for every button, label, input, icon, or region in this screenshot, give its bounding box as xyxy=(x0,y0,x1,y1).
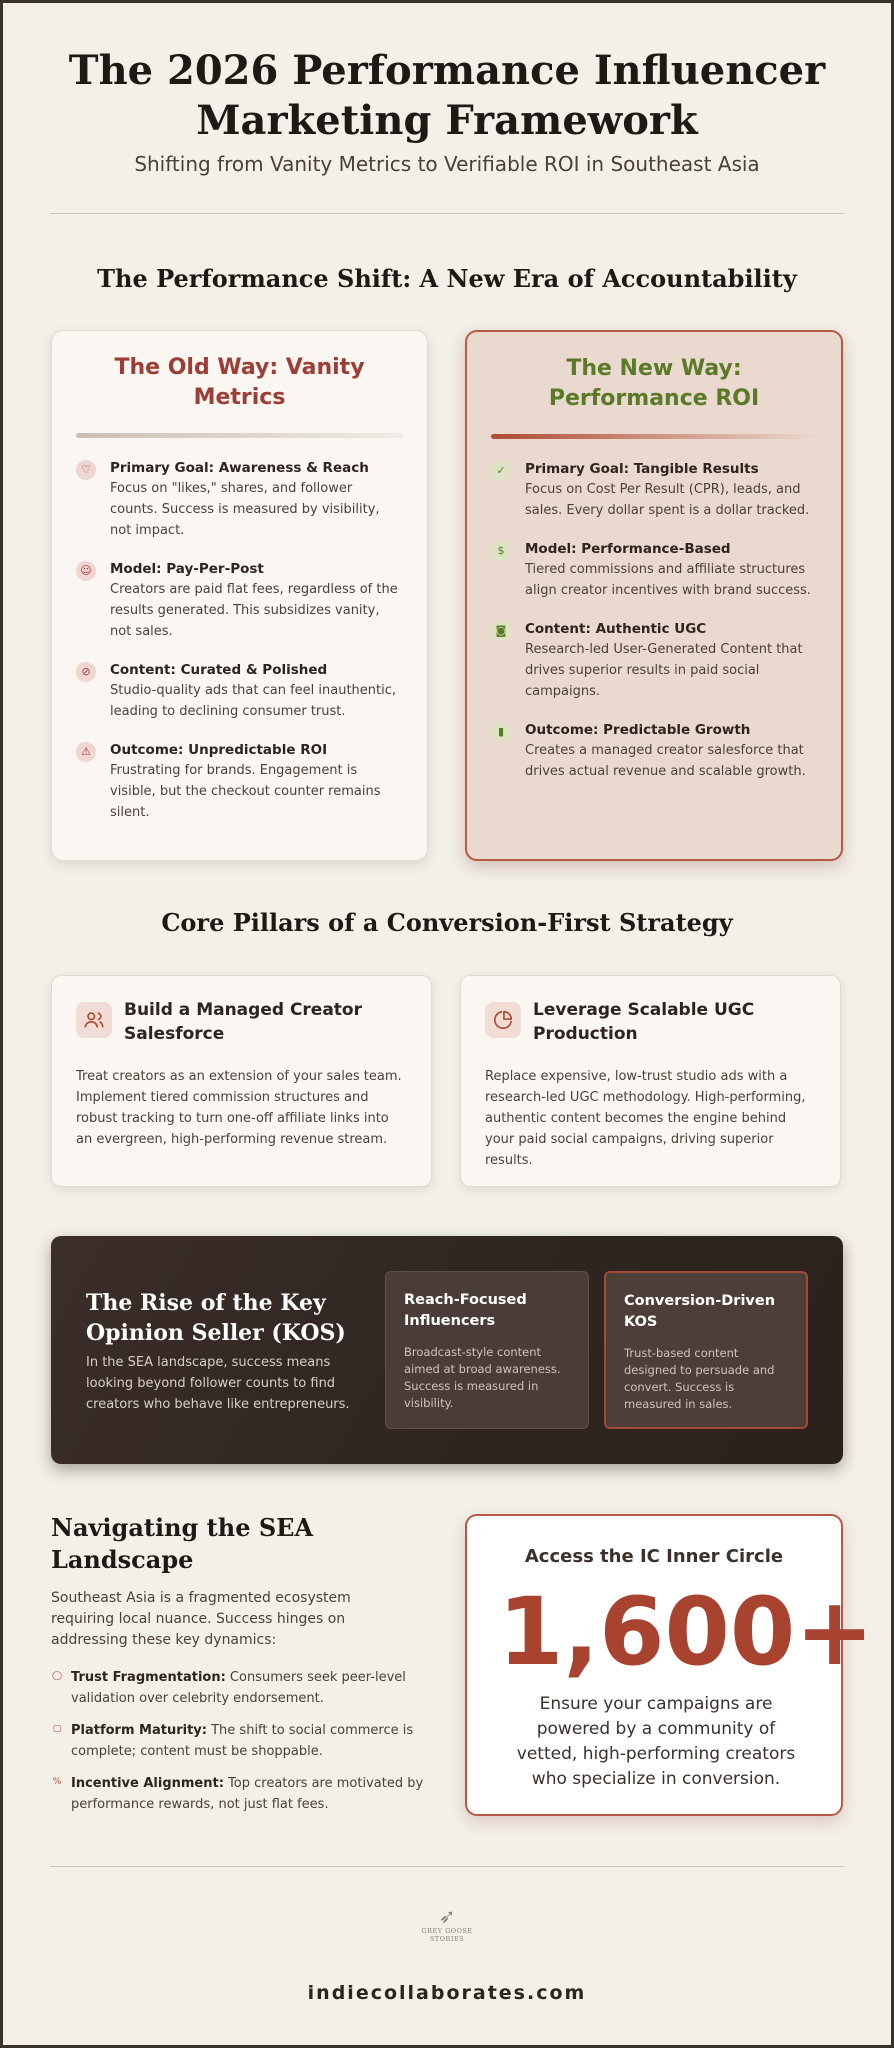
box-text: Broadcast-style content aimed at broad awareness. Success is measured in visibility. xyxy=(404,1345,561,1410)
pillar-title: Build a Managed Creator Salesforce xyxy=(124,1000,362,1044)
conversion-driven-box xyxy=(604,1271,808,1429)
pillar-title: Leverage Scalable UGC Production xyxy=(533,1000,755,1044)
item-heading: Content: Curated & Polished xyxy=(110,662,328,678)
item-text: Top creators are motivated by performance rewards, not just flat fees. xyxy=(71,1776,424,1812)
new-item xyxy=(491,720,817,782)
pillar-card-salesforce xyxy=(51,975,432,1187)
inner-circle-text: Ensure your campaigns are powered by a community of vetted, high-performing creators who specialize in conversion. xyxy=(516,1694,796,1789)
divider xyxy=(50,213,844,214)
pillar-text: Treat creators as an extension of your sales team. Implement tiered commission structures and robust tracking to turn one-off affiliate links into an evergreen, high-performing revenue stream. xyxy=(76,1069,402,1147)
goose-icon: ➶ xyxy=(438,1904,456,1928)
inner-circle-card xyxy=(465,1514,875,1816)
item-text: Studio-quality ads that can feel inauthentic, leading to declining consumer trust. xyxy=(110,683,397,719)
kos-panel xyxy=(51,1236,843,1464)
old-way-title: The Old Way: Vanity Metrics xyxy=(114,355,365,410)
new-item xyxy=(491,619,817,702)
item-heading: Outcome: Predictable Growth xyxy=(525,722,751,738)
page-title: The 2026 Performance Influencer Marketing Framework xyxy=(68,47,826,144)
item-heading: Outcome: Unpredictable ROI xyxy=(110,742,328,758)
instagram-icon: ◙ xyxy=(491,621,511,641)
item-text: Research-led User-Generated Content that drives superior results in paid social campaigns. xyxy=(525,642,803,699)
bar-chart-icon: ▮ xyxy=(491,722,511,742)
landscape-item xyxy=(51,1720,431,1762)
shopping-bag-icon: ▢ xyxy=(52,1724,62,1734)
inner-circle-title: Access the IC Inner Circle xyxy=(524,1546,784,1567)
item-label: Incentive Alignment: xyxy=(71,1776,224,1791)
item-text: Focus on "likes," shares, and follower counts. Success is measured by visibility, not impact. xyxy=(110,481,380,538)
old-item xyxy=(76,740,403,823)
pillar-card-ugc xyxy=(460,975,841,1187)
users-icon xyxy=(76,1002,112,1038)
old-item xyxy=(76,559,403,642)
creator-count: 1,600+ xyxy=(497,1578,875,1687)
pie-chart-icon xyxy=(485,1002,521,1038)
kos-text: In the SEA landscape, success means looking beyond follower counts to find creators who behave like entrepreneurs. xyxy=(86,1355,350,1412)
logo-text: GREY GOOSE xyxy=(421,1927,473,1935)
dollar-icon: $ xyxy=(491,541,511,561)
divider xyxy=(50,1866,844,1867)
item-heading: Primary Goal: Tangible Results xyxy=(525,461,759,477)
landscape-text: Southeast Asia is a fragmented ecosystem requiring local nuance. Success hinges on addressing these key dynamics: xyxy=(51,1590,351,1648)
footer-domain-link[interactable]: indiecollaborates.com xyxy=(307,1982,587,2004)
logo-subtext: STORIES xyxy=(429,1935,465,1943)
item-heading: Primary Goal: Awareness & Reach xyxy=(110,460,369,476)
new-way-title: The New Way: Performance ROI xyxy=(548,356,760,411)
landscape-item xyxy=(51,1667,431,1709)
percent-icon: % xyxy=(52,1777,62,1787)
item-text: Focus on Cost Per Result (CPR), leads, and sales. Every dollar spent is a dollar tracked. xyxy=(525,482,810,518)
item-text: Creates a managed creator salesforce that drives actual revenue and scalable growth. xyxy=(525,743,806,779)
box-title: Reach-Focused Influencers xyxy=(404,1292,527,1329)
new-item xyxy=(491,459,817,521)
heart-icon: ♡ xyxy=(76,460,96,480)
old-way-bar xyxy=(76,433,403,438)
page-subtitle: Shifting from Vanity Metrics to Verifiable ROI in Southeast Asia xyxy=(134,152,760,176)
box-text: Trust-based content designed to persuade and convert. Success is measured in sales. xyxy=(624,1346,775,1411)
new-way-bar xyxy=(491,434,817,439)
grey-goose-logo xyxy=(417,1905,477,1955)
box-title: Conversion-Driven KOS xyxy=(624,1293,776,1330)
item-label: Platform Maturity: xyxy=(71,1723,207,1738)
item-label: Trust Fragmentation: xyxy=(71,1670,226,1685)
pillar-text: Replace expensive, low-trust studio ads with a research-led UGC methodology. High-performing, authentic content becomes the engine behind your paid social campaigns, driving superior results. xyxy=(485,1069,806,1168)
section-heading-pillars: Core Pillars of a Conversion-First Strategy xyxy=(161,908,733,937)
camera-off-icon: ⊘ xyxy=(76,662,96,682)
old-item xyxy=(76,660,403,722)
item-text: The shift to social commerce is complete; content must be shoppable. xyxy=(71,1723,414,1759)
item-heading: Model: Pay-Per-Post xyxy=(110,561,264,577)
warning-icon: ⚠ xyxy=(76,742,96,762)
item-text: Consumers seek peer-level validation over celebrity endorsement. xyxy=(71,1670,406,1706)
kos-heading: The Rise of the Key Opinion Seller (KOS) xyxy=(86,1290,346,1346)
smiley-icon: ☺ xyxy=(76,561,96,581)
shield-icon: ◯ xyxy=(51,1671,63,1681)
check-circle-icon: ✓ xyxy=(491,461,511,481)
item-text: Tiered commissions and affiliate structures align creator incentives with brand success. xyxy=(525,562,811,598)
new-way-card xyxy=(465,330,843,861)
section-heading-shift: The Performance Shift: A New Era of Accountability xyxy=(97,264,797,293)
old-way-card xyxy=(51,330,428,861)
item-heading: Model: Performance-Based xyxy=(525,541,731,557)
landscape-heading: Navigating the SEA Landscape xyxy=(51,1513,314,1574)
item-heading: Content: Authentic UGC xyxy=(525,621,707,637)
reach-focused-box xyxy=(385,1271,589,1429)
item-text: Frustrating for brands. Engagement is visible, but the checkout counter remains silent. xyxy=(110,763,381,820)
new-item xyxy=(491,539,817,601)
item-text: Creators are paid flat fees, regardless of the results generated. This subsidizes vanity, not sales. xyxy=(110,582,398,639)
landscape-item xyxy=(51,1773,431,1815)
old-item xyxy=(76,458,403,541)
